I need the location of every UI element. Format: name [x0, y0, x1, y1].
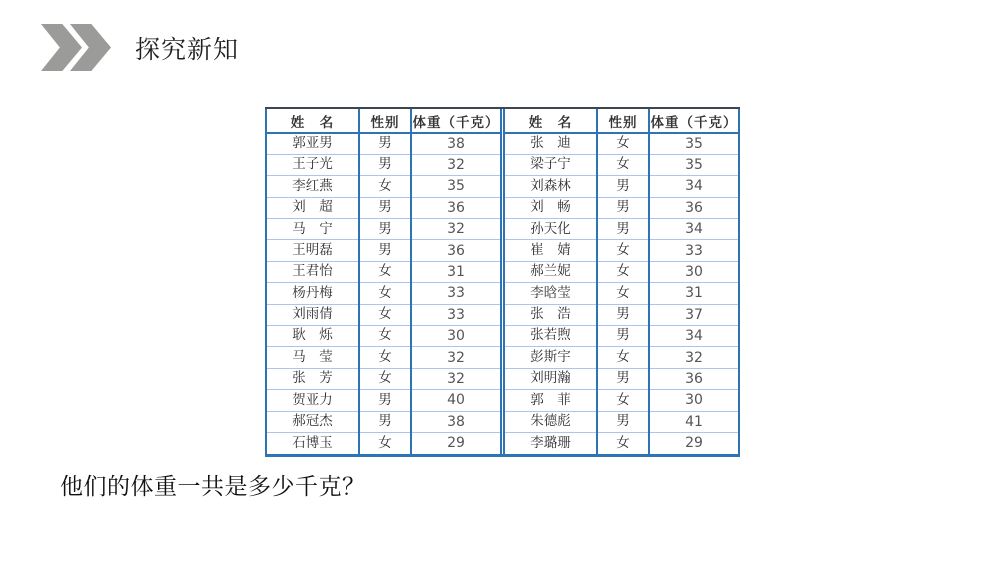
- table-row: [504, 411, 739, 432]
- page-title: 探究新知: [135, 35, 240, 64]
- student-name: 郭亚男: [266, 133, 359, 154]
- table-row: [504, 176, 739, 197]
- student-name: 耿 烁: [266, 326, 359, 347]
- column-header-name: 姓 名: [504, 109, 597, 133]
- student-weight: 33: [411, 304, 501, 325]
- student-name: 王明磊: [266, 240, 359, 261]
- student-gender: 女: [597, 133, 649, 154]
- table-row: [266, 411, 501, 432]
- student-name: 孙天化: [504, 219, 597, 240]
- student-gender: 女: [597, 390, 649, 411]
- slide-header: [41, 24, 239, 71]
- student-gender: 女: [359, 432, 411, 453]
- student-weight: 38: [411, 133, 501, 154]
- student-gender: 男: [597, 304, 649, 325]
- student-weight: 32: [411, 219, 501, 240]
- student-gender: 女: [359, 304, 411, 325]
- table-row: [504, 219, 739, 240]
- table-row: [266, 304, 501, 325]
- student-weight: 30: [649, 261, 739, 282]
- student-name: 杨丹梅: [266, 283, 359, 304]
- table-row: [504, 154, 739, 175]
- table-row: [504, 304, 739, 325]
- student-name: 郝冠杰: [266, 411, 359, 432]
- student-name: 李红燕: [266, 176, 359, 197]
- student-weight: 37: [649, 304, 739, 325]
- table-row: [504, 133, 739, 154]
- column-header-name: 姓 名: [266, 109, 359, 133]
- table-row: [504, 347, 739, 368]
- student-gender: 女: [597, 240, 649, 261]
- student-gender: 男: [359, 197, 411, 218]
- student-gender: 男: [597, 326, 649, 347]
- table-row: [504, 240, 739, 261]
- student-name: 李晗莹: [504, 283, 597, 304]
- table-row: [266, 154, 501, 175]
- student-weight: 31: [649, 283, 739, 304]
- table-row: [266, 432, 501, 453]
- student-gender: 女: [359, 176, 411, 197]
- student-weight: 32: [649, 347, 739, 368]
- student-weight: 34: [649, 326, 739, 347]
- table-row: [504, 326, 739, 347]
- column-header-gender: 性别: [359, 109, 411, 133]
- student-gender: 女: [359, 347, 411, 368]
- weight-table-right: [503, 109, 740, 454]
- table-row: [266, 283, 501, 304]
- student-name: 王子光: [266, 154, 359, 175]
- student-weight: 34: [649, 219, 739, 240]
- student-weight: 38: [411, 411, 501, 432]
- student-gender: 女: [597, 261, 649, 282]
- table-header-row: [266, 109, 501, 133]
- student-weight: 35: [649, 154, 739, 175]
- student-name: 张若煦: [504, 326, 597, 347]
- student-gender: 男: [359, 240, 411, 261]
- table-row: [266, 326, 501, 347]
- student-weight: 33: [411, 283, 501, 304]
- student-weight: 36: [411, 240, 501, 261]
- student-gender: 女: [597, 154, 649, 175]
- student-weight: 32: [411, 154, 501, 175]
- student-name: 王君怡: [266, 261, 359, 282]
- student-weight: 32: [411, 347, 501, 368]
- student-weight: 30: [411, 326, 501, 347]
- table-row: [504, 432, 739, 453]
- student-weight: 41: [649, 411, 739, 432]
- student-name: 马 宁: [266, 219, 359, 240]
- table-header-row: [504, 109, 739, 133]
- table-row: [266, 390, 501, 411]
- student-gender: 男: [597, 176, 649, 197]
- weight-table: [265, 107, 740, 457]
- student-weight: 35: [411, 176, 501, 197]
- student-name: 张 浩: [504, 304, 597, 325]
- student-gender: 男: [359, 411, 411, 432]
- table-row: [266, 197, 501, 218]
- student-name: 郭 菲: [504, 390, 597, 411]
- student-gender: 女: [597, 432, 649, 453]
- student-gender: 女: [597, 283, 649, 304]
- table-row: [266, 240, 501, 261]
- student-name: 刘雨倩: [266, 304, 359, 325]
- table-row: [504, 261, 739, 282]
- student-weight: 36: [649, 197, 739, 218]
- column-header-weight: 体重（千克）: [411, 109, 501, 133]
- student-name: 贺亚力: [266, 390, 359, 411]
- table-row: [266, 261, 501, 282]
- student-name: 张 芳: [266, 368, 359, 389]
- student-name: 郝兰妮: [504, 261, 597, 282]
- student-weight: 29: [649, 432, 739, 453]
- student-weight: 36: [649, 368, 739, 389]
- student-gender: 男: [597, 197, 649, 218]
- column-header-gender: 性别: [597, 109, 649, 133]
- student-name: 彭斯宇: [504, 347, 597, 368]
- student-gender: 男: [597, 368, 649, 389]
- table-row: [504, 283, 739, 304]
- student-gender: 女: [359, 368, 411, 389]
- student-gender: 男: [359, 154, 411, 175]
- student-name: 李璐珊: [504, 432, 597, 453]
- student-name: 梁子宁: [504, 154, 597, 175]
- student-weight: 35: [649, 133, 739, 154]
- question-text: 他们的体重一共是多少千克？: [60, 473, 366, 499]
- student-weight: 34: [649, 176, 739, 197]
- student-weight: 31: [411, 261, 501, 282]
- student-name: 张 迪: [504, 133, 597, 154]
- weight-table-left: [265, 109, 502, 454]
- student-name: 马 莹: [266, 347, 359, 368]
- student-name: 石博玉: [266, 432, 359, 453]
- student-gender: 男: [359, 219, 411, 240]
- student-weight: 36: [411, 197, 501, 218]
- student-weight: 32: [411, 368, 501, 389]
- student-gender: 男: [359, 133, 411, 154]
- student-gender: 男: [597, 219, 649, 240]
- student-name: 刘 超: [266, 197, 359, 218]
- student-gender: 女: [359, 261, 411, 282]
- table-row: [266, 176, 501, 197]
- student-weight: 40: [411, 390, 501, 411]
- student-gender: 女: [359, 326, 411, 347]
- double-chevron-right-icon: [41, 24, 111, 71]
- table-row: [504, 197, 739, 218]
- student-weight: 33: [649, 240, 739, 261]
- student-weight: 29: [411, 432, 501, 453]
- table-row: [504, 368, 739, 389]
- student-weight: 30: [649, 390, 739, 411]
- student-name: 刘明瀚: [504, 368, 597, 389]
- table-row: [266, 347, 501, 368]
- student-gender: 女: [359, 283, 411, 304]
- table-row: [504, 390, 739, 411]
- student-gender: 男: [597, 411, 649, 432]
- table-row: [266, 133, 501, 154]
- student-name: 崔 婧: [504, 240, 597, 261]
- student-name: 朱德彪: [504, 411, 597, 432]
- student-gender: 男: [359, 390, 411, 411]
- student-name: 刘 畅: [504, 197, 597, 218]
- student-name: 刘森林: [504, 176, 597, 197]
- student-gender: 女: [597, 347, 649, 368]
- table-row: [266, 219, 501, 240]
- column-header-weight: 体重（千克）: [649, 109, 739, 133]
- table-row: [266, 368, 501, 389]
